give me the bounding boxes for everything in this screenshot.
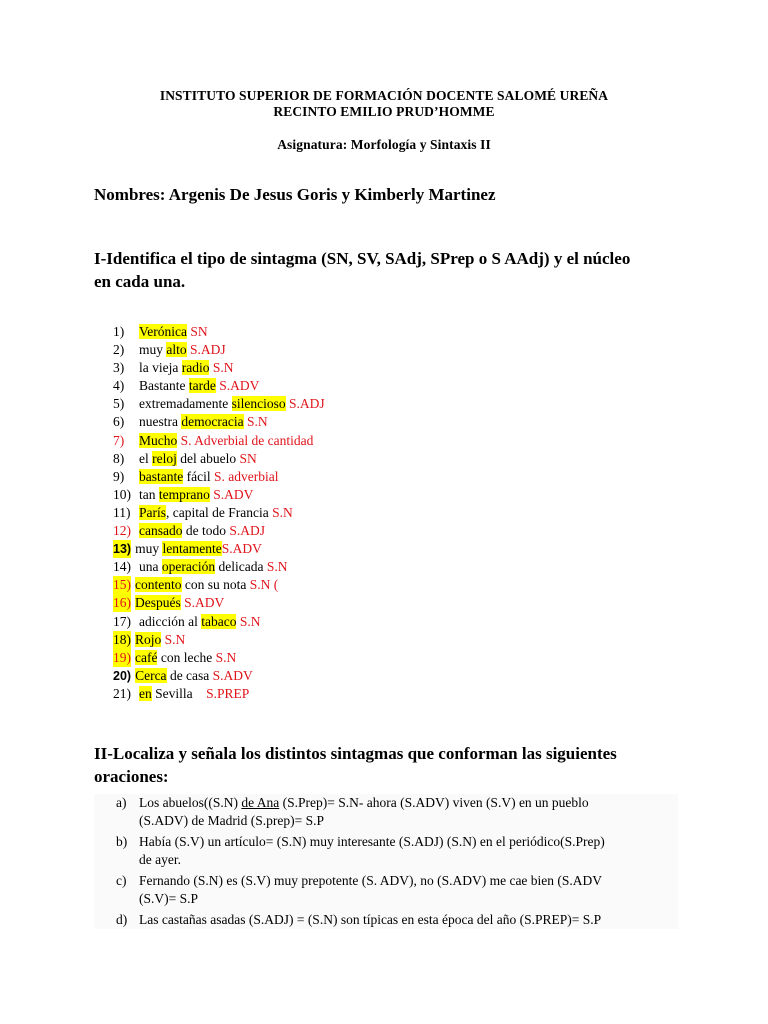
item-answer: S.N [266,559,288,575]
list-item: 4) Bastante tarde S.ADV [113,378,260,394]
item-answer: SN [190,324,208,339]
item-marker: c) [116,873,127,888]
item-nucleus: café [135,649,158,665]
item-nucleus: temprano [158,486,210,502]
list-item: 10) tan temprano S.ADV [113,486,254,502]
section2-title [94,742,617,788]
item-nucleus: Mucho [139,432,178,448]
item-answer: S.N ( [249,577,279,593]
item-number: 1) [113,324,125,339]
list-item [113,631,325,649]
item-number: 20) [113,668,132,683]
item-number: 12) [113,523,131,539]
item-number: 11) [113,504,131,520]
item-answer: S.ADJ [190,342,226,358]
list-item: 17) adicción al tabaco S.N [113,613,261,629]
list-item: 9) bastante fácil S. adverbial [113,468,279,484]
item-nucleus: cansado [139,523,183,539]
item-answer: S.N [239,613,261,629]
section1-title [94,247,630,293]
item-answer: S.N [272,504,293,520]
list-item: 13) muy lentamenteS.ADV [113,541,262,557]
item-number: 8) [113,450,125,466]
item-nucleus: tabaco [201,613,237,629]
item-number: 3) [113,360,125,376]
item-nucleus: radio [181,360,210,376]
institute-title: INSTITUTO SUPERIOR DE FORMACIÓN DOCENTE SALOMÉ UREÑA [159,88,609,103]
item-number: 5) [113,396,125,412]
list-item: 21) en Sevilla S.PREP [113,685,250,701]
list-item: 3) la vieja radio S.N [113,360,234,376]
section2-list [94,794,678,929]
list-item: 19) café con leche S.N [113,649,237,665]
item-nucleus: bastante [139,468,184,484]
item-marker: d) [116,912,128,927]
item-nucleus: tarde [188,378,216,394]
item-answer: S.N [212,360,234,376]
section2-title-line2: oraciones: [94,767,169,786]
list-item: 14) una operación delicada S.N [113,559,288,575]
item-answer: S.ADJ [229,523,265,539]
list-item: 20) Cerca de casa S.ADV [113,667,253,683]
list-item: 2) muy alto S.ADJ [113,342,226,358]
item-answer: S.ADJ [288,396,325,412]
item-number: 13) [113,542,132,557]
list-item: 6) nuestra democracia S.N [113,414,268,430]
item-marker: a) [116,795,127,810]
item-number: 18) [113,631,131,647]
list-item [113,323,325,341]
student-names: Nombres: Argenis De Jesus Goris y Kimberly Martinez [94,185,496,204]
item-answer: S. Adverbial de cantidad [180,432,314,448]
item-nucleus: reloj [152,450,177,466]
item-number: 15) [113,577,131,593]
section2-title-line1: II-Localiza y señala los distintos sintagmas que conforman las siguientes [94,744,617,763]
item-nucleus: operación [161,559,216,575]
item-number: 19) [113,649,131,665]
item-nucleus: Después [135,595,181,611]
item-answer: S.N [215,649,237,665]
section1-list [113,323,325,703]
item-nucleus: alto [166,342,187,358]
item-nucleus: Cerca [135,667,167,683]
item-answer: SN [239,450,257,466]
list-item [113,432,325,450]
item-number: 16) [113,595,131,611]
item-answer: S.ADV [184,595,225,611]
item-number: 10) [113,486,131,502]
item-number: 2) [113,342,125,358]
campus-title: RECINTO EMILIO PRUD’HOMME [273,104,495,119]
item-nucleus: París [139,504,166,520]
item-answer: S.ADV [213,486,254,502]
list-item: 15) contento con su nota S.N ( [113,577,279,593]
item-number: 6) [113,414,125,430]
subject-title: Asignatura: Morfología y Sintaxis II [277,137,491,152]
list-item [113,594,325,612]
item-nucleus: Rojo [135,631,162,647]
item-number: 9) [113,468,125,484]
item-number: 14) [113,559,131,575]
item-answer: S. adverbial [213,468,279,484]
item-answer: S.ADV [212,667,253,683]
item-answer: S.PREP [206,685,250,701]
item-answer: S.ADV [219,378,260,394]
item-number: 17) [113,613,131,629]
item-number: 4) [113,378,125,394]
item-nucleus: democracia [181,414,244,430]
list-item: 5) extremadamente silencioso S.ADJ [113,396,325,412]
list-item: d) Las castañas asadas (S.ADJ) = (S.N) son típicas en esta época del año (S.PREP)= S.P [116,912,602,927]
item-nucleus: en [139,685,152,701]
item-number: 21) [113,685,131,701]
list-item: 8) el reloj del abuelo SN [113,450,257,466]
list-item: a) Los abuelos((S.N) de Ana (S.Prep)= S.N- ahora (S.ADV) viven (S.V) en un pueblo (S.ADV) de Madrid (S.prep)= S.P [116,795,589,828]
section1-title-line1: I-Identifica el tipo de sintagma (SN, SV, SAdj, SPrep o S AAdj) y el núcleo [94,249,631,268]
list-item: 11) París, capital de Francia S.N [113,504,293,520]
list-item: c) Fernando (S.N) es (S.V) muy prepotente (S. ADV), no (S.ADV) me cae bien (S.ADV (S.V)= S.P [116,873,603,906]
list-item: 12) cansado de todo S.ADJ [113,523,265,539]
item-nucleus: silencioso [231,396,286,412]
item-answer: S.N [164,631,186,647]
item-answer: S.ADV [221,541,262,557]
list-item: b) Había (S.V) un artículo= (S.N) muy interesante (S.ADJ) (S.N) en el periódico(S.Prep) de ayer. [116,834,605,867]
section1-title-line2: en cada una. [94,272,186,291]
item-nucleus: contento [135,577,182,593]
item-nucleus: lentamente [162,541,222,557]
item-nucleus: Verónica [139,324,187,339]
item-number: 7) [113,432,125,448]
item-answer: S.N [246,414,268,430]
item-marker: b) [116,834,128,849]
